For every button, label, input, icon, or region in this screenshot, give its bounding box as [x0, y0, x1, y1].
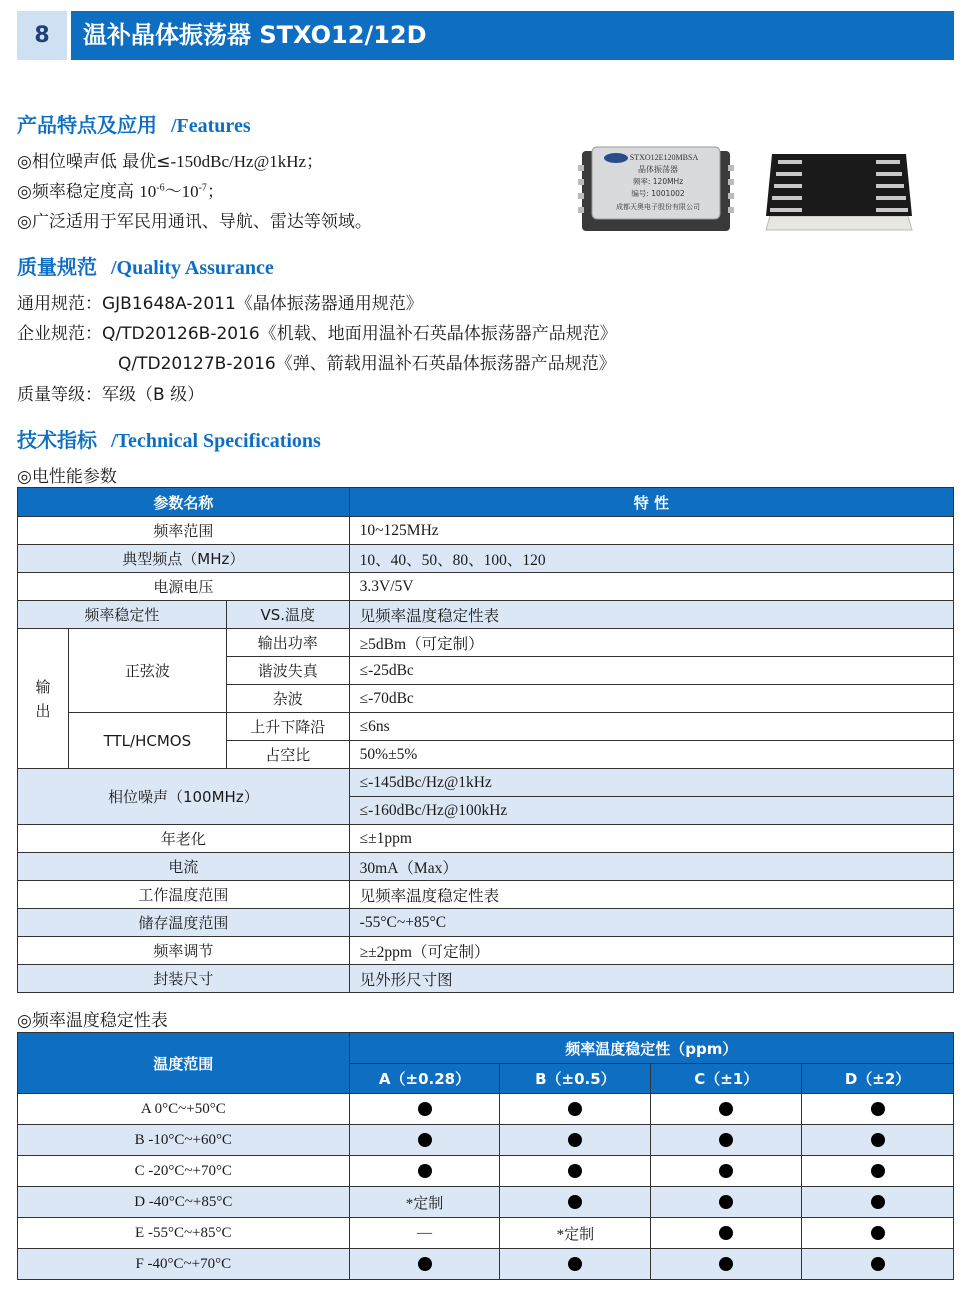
stability-note-cell: *定制: [500, 1218, 651, 1249]
filled-circle-icon: [871, 1133, 885, 1147]
stability-note-cell: *定制: [349, 1187, 500, 1218]
filled-circle-icon: [418, 1102, 432, 1116]
table-row: [18, 1249, 954, 1280]
svg-text:晶体振荡器: 晶体振荡器: [638, 165, 678, 174]
table-row: 电流 30mA（Max）: [18, 853, 954, 881]
table-row: 占空比 50%±5%: [18, 741, 954, 769]
filled-circle-icon: [418, 1164, 432, 1178]
svg-text:成都天奥电子股份有限公司: 成都天奥电子股份有限公司: [616, 203, 700, 211]
section-number: 8: [17, 11, 67, 60]
table-header-row: A（±0.28） B（±0.5） C（±1） D（±2）: [18, 1064, 954, 1094]
available-dot-cell: [802, 1125, 954, 1156]
quality-enterprise-2: Q/TD20127B-2016《弹、箭载用温补石英晶体振荡器产品规范》: [118, 354, 616, 374]
oscillator-back-image: [764, 150, 914, 234]
available-dot-cell: [651, 1125, 802, 1156]
filled-circle-icon: [568, 1257, 582, 1271]
filled-circle-icon: [871, 1102, 885, 1116]
filled-circle-icon: [568, 1133, 582, 1147]
electrical-subheading: ◎电性能参数: [17, 467, 117, 487]
filled-circle-icon: [719, 1133, 733, 1147]
table-row: 典型频点（MHz） 10、40、50、80、100、120: [18, 545, 954, 573]
temp-range-cell: D -40°C~+85°C: [18, 1187, 350, 1218]
svg-text:编号: 1001002: 编号: 1001002: [631, 189, 685, 198]
electrical-spec-table: [17, 487, 954, 993]
output-label: 输出: [18, 629, 69, 769]
table-header-row: 参数名称 特 性: [18, 488, 954, 517]
table-row: [18, 1125, 954, 1156]
available-dot-cell: [802, 1218, 954, 1249]
filled-circle-icon: [568, 1195, 582, 1209]
quality-heading: 质量规范 /Quality Assurance: [17, 255, 274, 279]
table-row: 封装尺寸 见外形尺寸图: [18, 965, 954, 993]
table-row: 工作温度范围 见频率温度稳定性表: [18, 881, 954, 909]
table-row: 频率调节 ≥±2ppm（可定制）: [18, 937, 954, 965]
filled-circle-icon: [871, 1257, 885, 1271]
available-dot-cell: [500, 1187, 651, 1218]
table-row: 输出 正弦波 输出功率 ≥5dBm（可定制）: [18, 629, 954, 657]
filled-circle-icon: [719, 1257, 733, 1271]
available-dot-cell: [651, 1094, 802, 1125]
available-dot-cell: [349, 1125, 500, 1156]
available-dot-cell: [651, 1187, 802, 1218]
quality-grade: 质量等级：军级（B 级）: [17, 385, 205, 405]
available-dot-cell: [500, 1156, 651, 1187]
filled-circle-icon: [568, 1164, 582, 1178]
available-dot-cell: [651, 1156, 802, 1187]
available-dot-cell: [802, 1187, 954, 1218]
svg-text:频率: 120MHz: 频率: 120MHz: [632, 177, 684, 186]
filled-circle-icon: [418, 1257, 432, 1271]
table-row: 储存温度范围 -55°C~+85°C: [18, 909, 954, 937]
feature-item-3: ◎广泛适用于军民用通讯、导航、雷达等领域。: [17, 212, 372, 232]
filled-circle-icon: [719, 1102, 733, 1116]
table-row: [18, 1094, 954, 1125]
page-title: 温补晶体振荡器 STXO12/12D: [71, 11, 954, 60]
available-dot-cell: [349, 1094, 500, 1125]
temp-range-cell: A 0°C~+50°C: [18, 1094, 350, 1125]
quality-general: 通用规范：GJB1648A-2011《晶体振荡器通用规范》: [17, 294, 423, 314]
temp-range-cell: E -55°C~+85°C: [18, 1218, 350, 1249]
table-row: 谐波失真 ≤-25dBc: [18, 657, 954, 685]
temp-range-cell: F -40°C~+70°C: [18, 1249, 350, 1280]
filled-circle-icon: [871, 1226, 885, 1240]
table-header-row: 温度范围 频率温度稳定性（ppm）: [18, 1033, 954, 1064]
features-heading: 产品特点及应用 /Features: [17, 113, 251, 137]
tech-heading: 技术指标 /Technical Specifications: [17, 428, 321, 452]
filled-circle-icon: [719, 1226, 733, 1240]
table-row: 年老化 ≤±1ppm: [18, 825, 954, 853]
stability-note-cell: —: [349, 1218, 500, 1249]
table-row: [18, 1187, 954, 1218]
oscillator-front-image: [578, 143, 734, 235]
table-row: TTL/HCMOS 上升下降沿 ≤6ns: [18, 713, 954, 741]
available-dot-cell: [802, 1156, 954, 1187]
table-row: 杂波 ≤-70dBc: [18, 685, 954, 713]
temp-range-cell: B -10°C~+60°C: [18, 1125, 350, 1156]
table-row: 频率稳定性 VS.温度 见频率温度稳定性表: [18, 601, 954, 629]
filled-circle-icon: [719, 1195, 733, 1209]
available-dot-cell: [349, 1156, 500, 1187]
page-header: [17, 11, 954, 60]
stability-table: [17, 1032, 954, 1280]
available-dot-cell: [500, 1094, 651, 1125]
available-dot-cell: [500, 1125, 651, 1156]
table-row: [18, 1218, 954, 1249]
feature-item-2: ◎频率稳定度高 $10^{-6}\sim 10^{-7}$；: [17, 182, 224, 202]
filled-circle-icon: [719, 1164, 733, 1178]
filled-circle-icon: [418, 1133, 432, 1147]
table-row: [18, 1156, 954, 1187]
svg-text:STXO12E120MBSA: STXO12E120MBSA: [629, 153, 699, 162]
available-dot-cell: [802, 1249, 954, 1280]
table-row: ≤-160dBc/Hz@100kHz: [18, 797, 954, 825]
table-row: 频率范围 10~125MHz: [18, 517, 954, 545]
available-dot-cell: [349, 1249, 500, 1280]
stability-subheading: ◎频率温度稳定性表: [17, 1011, 168, 1031]
available-dot-cell: [651, 1218, 802, 1249]
table-row: 电源电压 3.3V/5V: [18, 573, 954, 601]
table-row: 相位噪声（100MHz） ≤-145dBc/Hz@1kHz: [18, 769, 954, 797]
filled-circle-icon: [568, 1102, 582, 1116]
available-dot-cell: [500, 1249, 651, 1280]
filled-circle-icon: [871, 1195, 885, 1209]
temp-range-cell: C -20°C~+70°C: [18, 1156, 350, 1187]
available-dot-cell: [651, 1249, 802, 1280]
feature-item-1: ◎相位噪声低 最优≤-150dBc/Hz@1kHz；: [17, 152, 324, 172]
available-dot-cell: [802, 1094, 954, 1125]
quality-enterprise-1: 企业规范：Q/TD20126B-2016《机载、地面用温补石英晶体振荡器产品规范》: [17, 324, 617, 344]
filled-circle-icon: [871, 1164, 885, 1178]
